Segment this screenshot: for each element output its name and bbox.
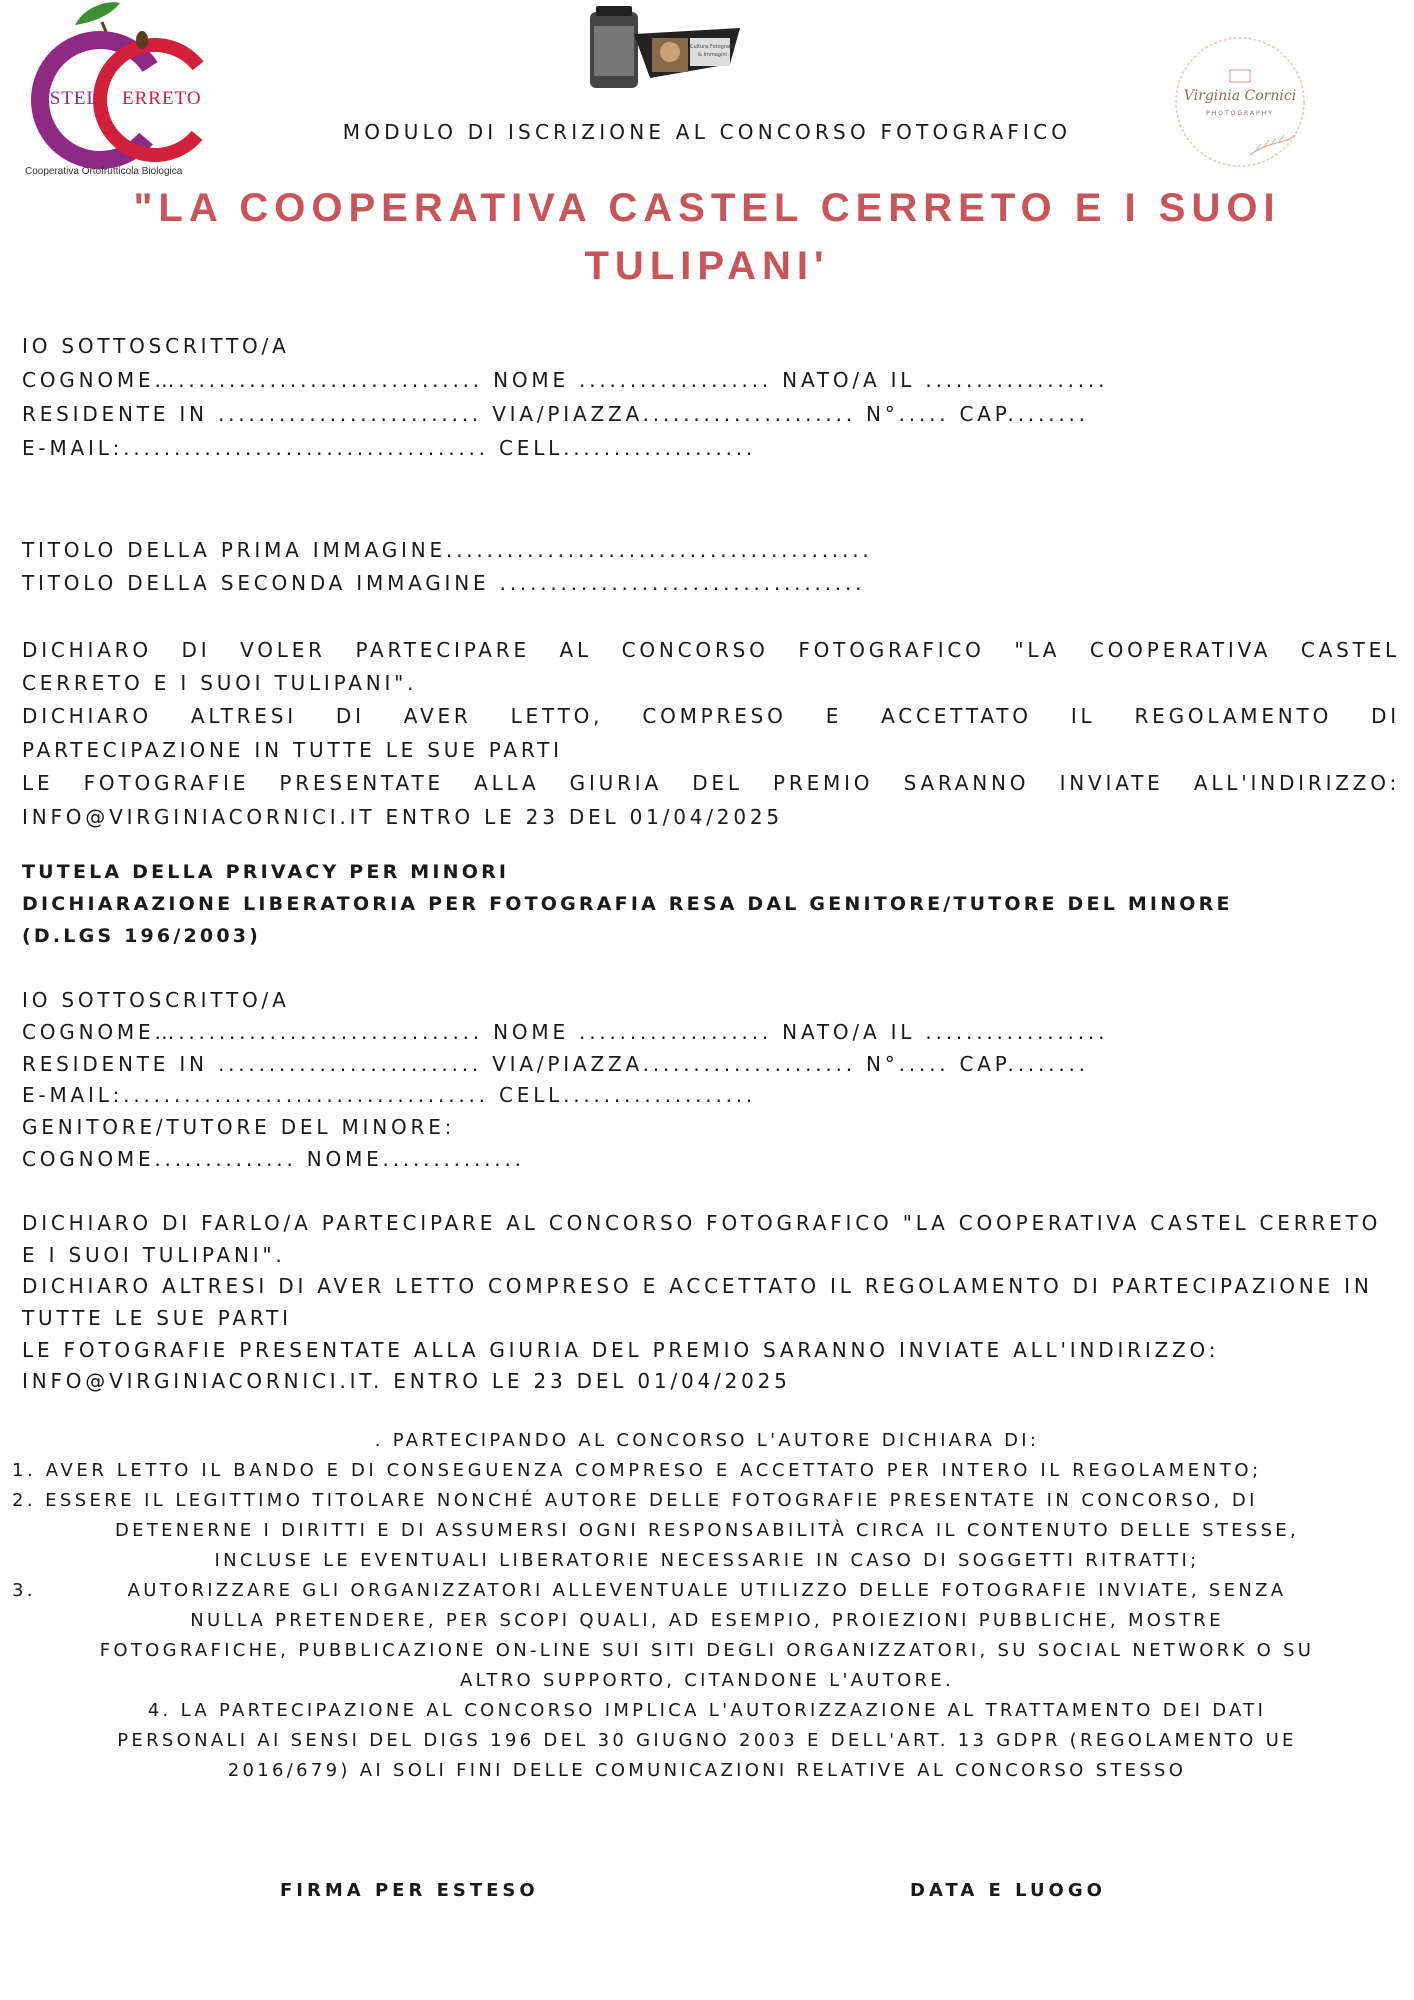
declaration-item-2b: DETENERNE I DIRITTI E DI ASSUMERSI OGNI RESPONSABILITÀ CIRCA IL CONTENUTO DELLE STESSE,: [115, 1520, 1299, 1541]
s2-name-row: COGNOME….............................. NOME ................... NATO/A IL ..................: [22, 1020, 1109, 1044]
declaration-item-4c: 2016/679) AI SOLI FINI DELLE COMUNICAZIONI RELATIVE AL CONCORSO STESSO: [227, 1760, 1187, 1781]
declaration-item-3b: NULLA PRETENDERE, PER SCOPI QUALI, AD ESEMPIO, PROIEZIONI PUBBLICHE, MOSTRE: [190, 1610, 1224, 1631]
declaration-item-3-number: 3.: [12, 1580, 36, 1601]
date-place-label: DATA E LUOGO: [910, 1880, 1106, 1901]
declaration-item-3d: ALTRO SUPPORTO, CITANDONE L'AUTORE.: [459, 1670, 955, 1691]
s2-contact-row: E-MAIL:.................................... CELL...................: [22, 1083, 757, 1107]
s2-declaration-1a: DICHIARO DI FARLO/A PARTECIPARE AL CONCORSO FOTOGRAFICO "LA COOPERATIVA CASTEL CERRETO: [22, 1211, 1382, 1235]
s1-declaration-3b: INFO@VIRGINIACORNICI.IT ENTRO LE 23 DEL 01/04/2025: [22, 805, 783, 829]
film-caption-2: & Immagini: [698, 52, 727, 58]
declaration-item-4a: 4. LA PARTECIPAZIONE AL CONCORSO IMPLICA L'AUTORIZZAZIONE AL TRATTAMENTO DEI DATI: [147, 1700, 1267, 1721]
logo-photography: PHOTOGRAPHY: [1206, 110, 1274, 117]
s1-contact-row: E-MAIL:.................................... CELL...................: [22, 436, 757, 460]
logo-caption: Cooperativa Ortofrutticola Biologica: [25, 166, 183, 177]
s2-declaration-3b: INFO@VIRGINIACORNICI.IT. ENTRO LE 23 DEL 01/04/2025: [22, 1369, 791, 1393]
contest-title-line1: "LA COOPERATIVA CASTEL CERRETO E I SUOI: [133, 186, 1281, 230]
contest-title-line2: TULIPANI': [584, 244, 830, 288]
s2-guardian-name-row: COGNOME.............. NOME..............: [22, 1147, 525, 1171]
castel-cerreto-logo: [20, 0, 210, 185]
s2-declaration-2b: TUTTE LE SUE PARTI: [22, 1306, 292, 1330]
s1-declaration-1a: DICHIARO DI VOLER PARTECIPARE AL CONCORSO FOTOGRAFICO "LA COOPERATIVA CASTEL: [22, 638, 1400, 662]
declaration-item-3a: AUTORIZZARE GLI ORGANIZZATORI ALLEVENTUALE UTILIZZO DELLE FOTOGRAFIE INVIATE, SENZA: [127, 1580, 1287, 1601]
s1-address-row: RESIDENTE IN .......................... VIA/PIAZZA..................... N°..... CAP........: [22, 402, 1089, 426]
s1-declaration-2a: DICHIARO ALTRESI DI AVER LETTO, COMPRESO E ACCETTATO IL REGOLAMENTO DI: [22, 704, 1400, 728]
s2-declaration-2a: DICHIARO ALTRESI DI AVER LETTO COMPRESO E ACCETTATO IL REGOLAMENTO DI PARTECIPAZIONE IN: [22, 1274, 1373, 1298]
declaration-item-2a: 2. ESSERE IL LEGITTIMO TITOLARE NONCHÉ AUTORE DELLE FOTOGRAFIE PRESENTATE IN CONCORSO, DI: [12, 1490, 1258, 1511]
s2-address-row: RESIDENTE IN .......................... VIA/PIAZZA..................... N°..... CAP........: [22, 1052, 1089, 1076]
declarations-intro: . PARTECIPANDO AL CONCORSO L'AUTORE DICHIARA DI:: [374, 1430, 1040, 1451]
s1-undersigned: IO SOTTOSCRITTO/A: [22, 334, 290, 358]
s1-first-image-title: TITOLO DELLA PRIMA IMMAGINE..........................................: [22, 538, 873, 562]
logo-word-cerreto: ERRETO: [122, 88, 202, 109]
privacy-law-reference: (D.LGS 196/2003): [22, 925, 262, 947]
s1-declaration-1b: CERRETO E I SUOI TULIPANI".: [22, 671, 418, 695]
s2-guardian-label: GENITORE/TUTORE DEL MINORE:: [22, 1115, 456, 1139]
s1-second-image-title: TITOLO DELLA SECONDA IMMAGINE ....................................: [22, 571, 866, 595]
declaration-item-3c: FOTOGRAFICHE, PUBBLICAZIONE ON-LINE SUI SITI DEGLI ORGANIZZATORI, SU SOCIAL NETWORK O SU: [99, 1640, 1315, 1661]
s1-declaration-3a: LE FOTOGRAFIE PRESENTATE ALLA GIURIA DEL PREMIO SARANNO INVIATE ALL'INDIRIZZO:: [22, 771, 1400, 795]
privacy-heading: TUTELA DELLA PRIVACY PER MINORI: [22, 861, 510, 883]
privacy-subheading: DICHIARAZIONE LIBERATORIA PER FOTOGRAFIA RESA DAL GENITORE/TUTORE DEL MINORE: [22, 893, 1233, 915]
declaration-item-4b: PERSONALI AI SENSI DEL DIGS 196 DEL 30 GIUGNO 2003 E DELL'ART. 13 GDPR (REGOLAMENTO UE: [117, 1730, 1297, 1751]
s1-declaration-2b: PARTECIPAZIONE IN TUTTE LE SUE PARTI: [22, 738, 563, 762]
virginia-cornici-logo: [1160, 30, 1320, 190]
module-title: MODULO DI ISCRIZIONE AL CONCORSO FOTOGRAFICO: [342, 120, 1072, 144]
declaration-item-2c: INCLUSE LE EVENTUALI LIBERATORIE NECESSARIE IN CASO DI SOGGETTI RITRATTI;: [214, 1550, 1200, 1571]
logo-word-castel: ASTEL: [35, 88, 100, 109]
s2-undersigned: IO SOTTOSCRITTO/A: [22, 988, 290, 1012]
logo-script: Virginia Cornici: [1183, 88, 1297, 104]
film-reel-logo: [590, 4, 750, 99]
declaration-item-1: 1. AVER LETTO IL BANDO E DI CONSEGUENZA COMPRESO E ACCETTATO PER INTERO IL REGOLAMENTO;: [12, 1460, 1262, 1481]
film-caption-1: Cultura Fotografia: [690, 44, 736, 50]
s2-declaration-3a: LE FOTOGRAFIE PRESENTATE ALLA GIURIA DEL PREMIO SARANNO INVIATE ALL'INDIRIZZO:: [22, 1338, 1220, 1362]
s2-declaration-1b: E I SUOI TULIPANI".: [22, 1243, 286, 1267]
s1-name-row: COGNOME….............................. NOME ................... NATO/A IL ..................: [22, 368, 1109, 392]
signature-label: FIRMA PER ESTESO: [280, 1880, 539, 1901]
